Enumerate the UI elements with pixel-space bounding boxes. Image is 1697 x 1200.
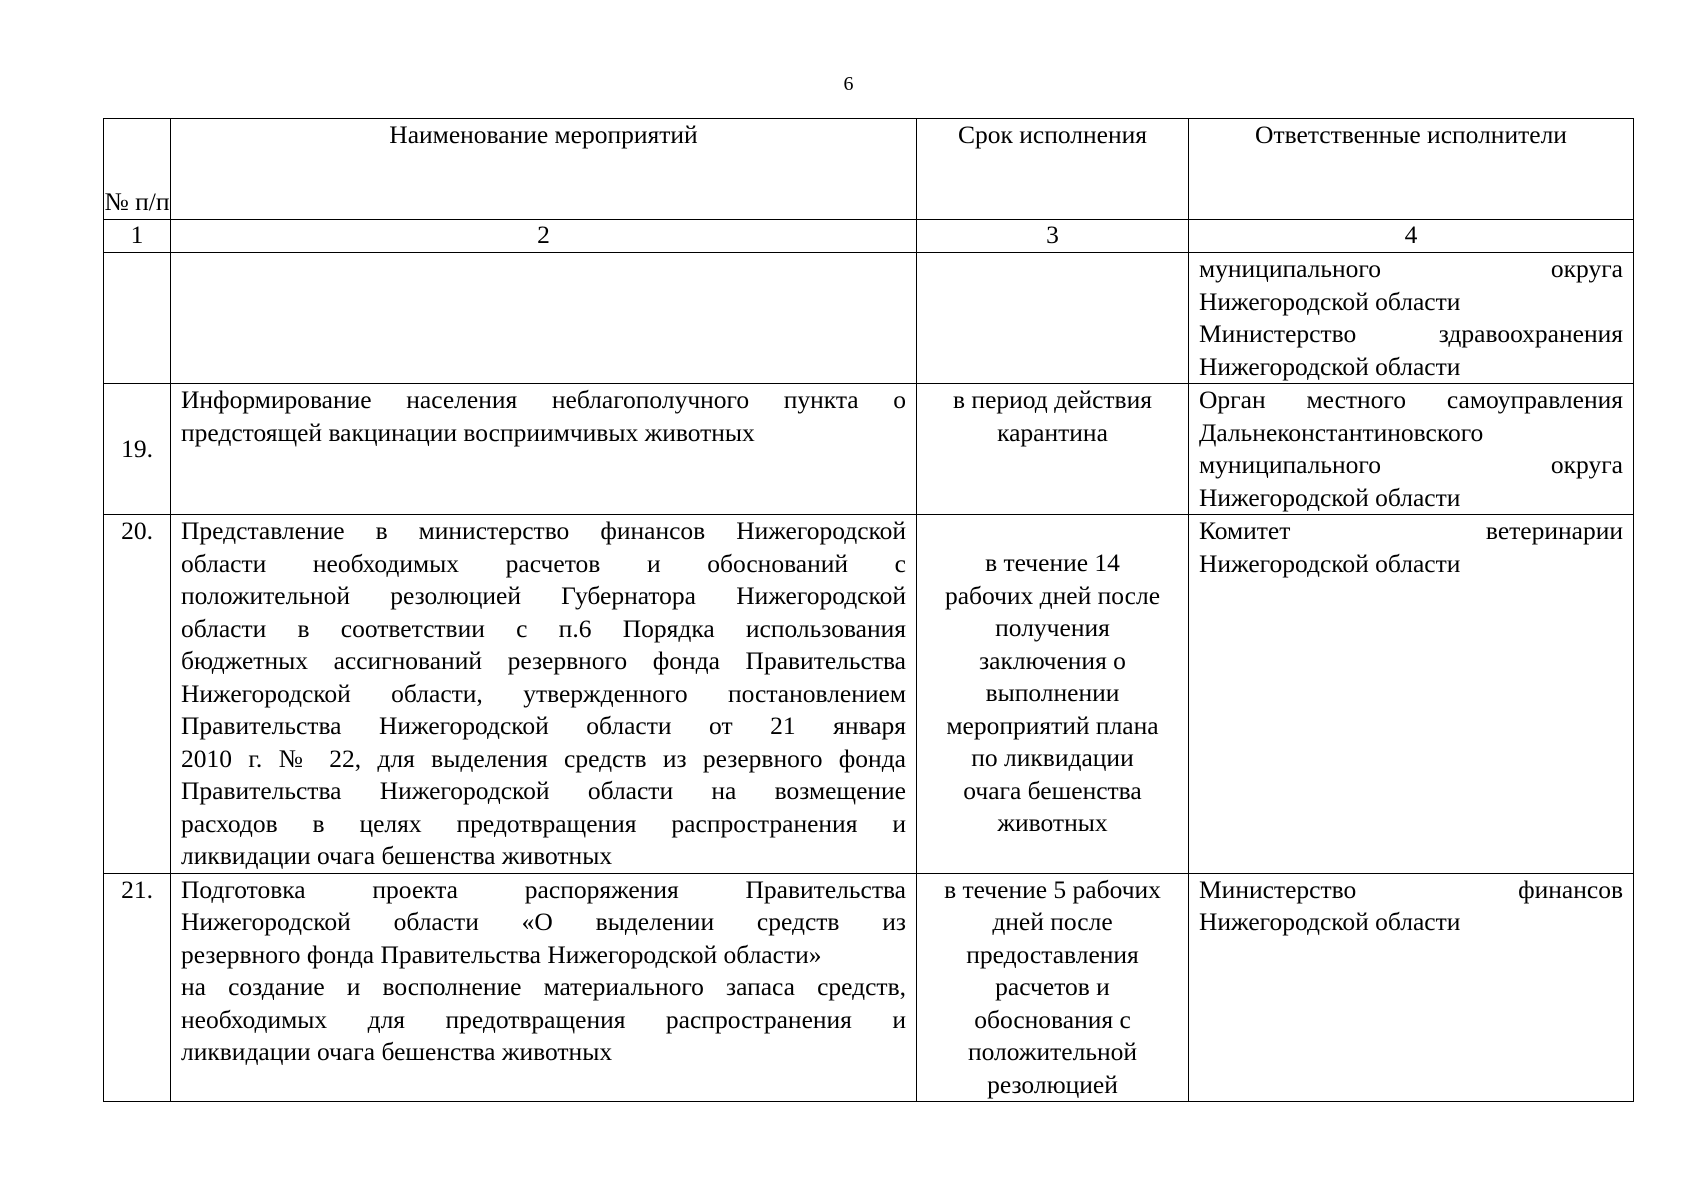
term-line: получения (995, 613, 1110, 642)
row-name (171, 873, 917, 1102)
page-number: 6 (843, 73, 854, 95)
responsible-line: Нижегородской области (1199, 351, 1461, 381)
responsible-line: муниципального округа (1199, 450, 1623, 479)
name-line: предстоящей вакцинации восприимчивых животных (181, 417, 755, 447)
table-row (104, 515, 1634, 874)
name-line: области в соответствии с п.6 Порядка использования (181, 613, 906, 643)
name-line: области необходимых расчетов и обоснований с (181, 548, 906, 578)
row-responsible (1189, 873, 1634, 1102)
name-line: 2010 г. № 22, для выделения средств из резервного фонда (181, 743, 906, 773)
term-line: мероприятий плана (946, 710, 1159, 740)
table-row (104, 873, 1634, 1102)
name-line: бюджетных ассигнований резервного фонда Правительства (181, 646, 906, 675)
name-line: Нижегородской области «О выделении средств из (181, 907, 906, 936)
responsible-line: Нижегородской области (1199, 907, 1461, 936)
column-number-4: 4 (1189, 220, 1634, 253)
term-line: рабочих дней после (944, 580, 1161, 610)
responsible-line: Нижегородской области (1199, 548, 1461, 578)
name-line: расходов в целях предотвращения распространения и (181, 808, 906, 838)
responsible-line: Комитет ветеринарии (1199, 516, 1623, 545)
row-term (917, 873, 1189, 1102)
row-num (104, 253, 171, 384)
term-line: предоставления (966, 939, 1139, 969)
term-line: расчетов и (995, 972, 1110, 1001)
term-line: в период действия (953, 385, 1152, 414)
table-header-row (104, 119, 1634, 220)
term-line: дней после (992, 907, 1113, 936)
term-line: в течение 14 (985, 548, 1120, 577)
row-name (171, 253, 917, 384)
term-line: положительной (967, 1037, 1138, 1066)
responsible-line: Нижегородской области (1199, 482, 1461, 512)
column-number-2: 2 (171, 220, 917, 253)
name-line: Представление в министерство финансов Нижегородской (181, 516, 906, 545)
term-line: заключения о (979, 645, 1126, 675)
name-line: Нижегородской области, утвержденного постановлением (181, 678, 906, 708)
responsible-line: Орган местного самоуправления (1199, 385, 1623, 414)
row-num: 21. (104, 873, 171, 1102)
row-num: 20. (104, 515, 171, 874)
column-numbers-row (104, 220, 1634, 253)
row-name (171, 515, 917, 874)
responsible-line: муниципального округа (1199, 254, 1623, 283)
term-line: животных (997, 808, 1108, 837)
name-line: Правительства Нижегородской области от 21 января (181, 711, 906, 740)
term-line: резолюцией (987, 1069, 1118, 1099)
table-row (104, 253, 1634, 384)
responsible-line: Нижегородской области (1199, 286, 1461, 316)
name-line: резервного фонда Правительства Нижегородской области» (181, 939, 822, 969)
name-line: Правительства Нижегородской области на возмещение (181, 776, 906, 805)
responsible-line: Дальнеконстантиновского (1199, 417, 1484, 447)
term-line: по ликвидации (971, 743, 1134, 772)
header-name: Наименование мероприятий (171, 119, 917, 220)
name-line: положительной резолюцией Губернатора Нижегородской (181, 581, 906, 610)
name-line: Информирование населения неблагополучного пункта о (181, 385, 906, 414)
term-line: выполнении (985, 678, 1120, 707)
name-line: ликвидации очага бешенства животных (181, 1037, 613, 1066)
term-line: очага бешенства (963, 775, 1142, 805)
row-responsible (1189, 253, 1634, 384)
row-term (917, 253, 1189, 384)
name-line: на создание и восполнение материального запаса средств, (181, 972, 906, 1001)
responsible-line: Министерство здравоохранения (1199, 319, 1623, 348)
header-term: Срок исполнения (917, 119, 1189, 220)
name-line: необходимых для предотвращения распространения и (181, 1004, 906, 1034)
row-term (917, 515, 1189, 874)
row-responsible (1189, 384, 1634, 515)
responsible-line: Министерство финансов (1199, 874, 1623, 904)
term-line: обоснования с (974, 1004, 1131, 1034)
header-num: № п/п (104, 119, 171, 220)
column-number-3: 3 (917, 220, 1189, 253)
row-term (917, 384, 1189, 515)
term-line: в течение 5 рабочих (944, 874, 1161, 904)
row-responsible (1189, 515, 1634, 874)
row-name (171, 384, 917, 515)
name-line: Подготовка проекта распоряжения Правительства (181, 874, 906, 904)
table-row (104, 384, 1634, 515)
measures-table (103, 118, 1634, 1102)
header-responsible: Ответственные исполнители (1189, 119, 1634, 220)
column-number-1: 1 (104, 220, 171, 253)
row-num: 19. (104, 384, 171, 515)
name-line: ликвидации очага бешенства животных (181, 841, 613, 870)
term-line: карантина (997, 417, 1108, 447)
